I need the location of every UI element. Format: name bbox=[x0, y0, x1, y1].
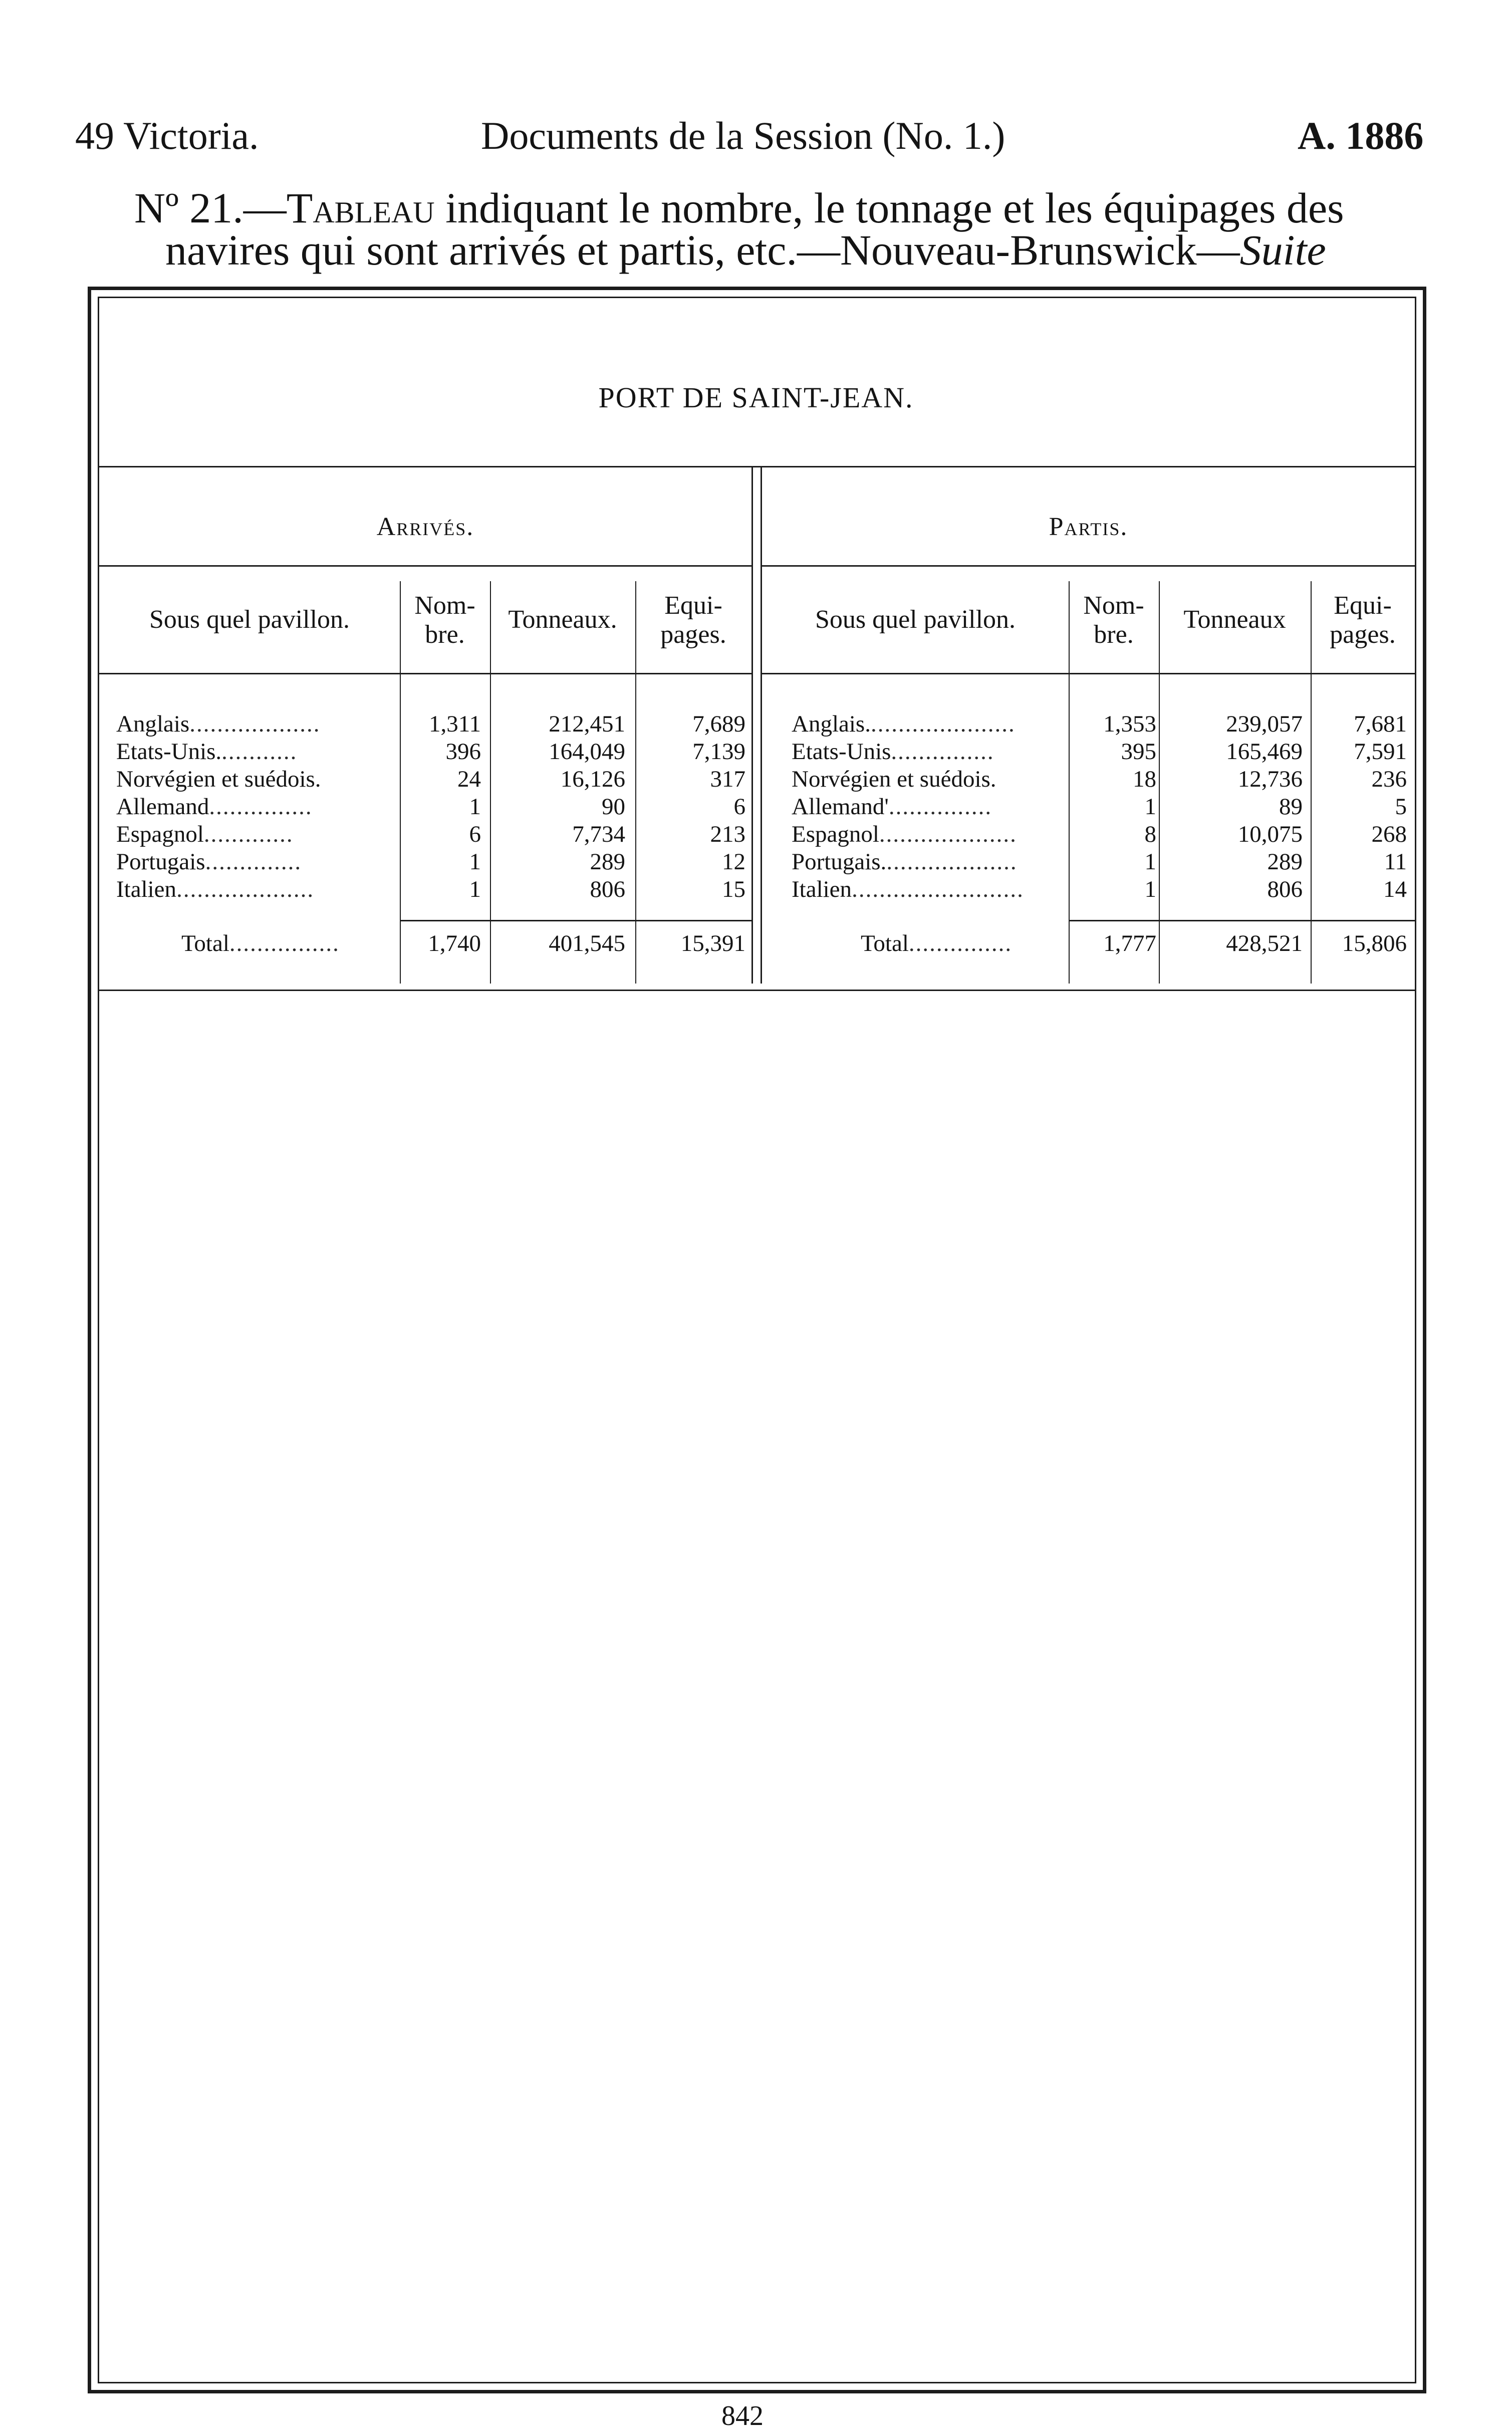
nombre-value: 395 bbox=[1121, 739, 1156, 765]
tonneaux-value: 289 bbox=[590, 849, 625, 875]
pavillon-name bbox=[792, 821, 1067, 848]
equipages-value: 11 bbox=[1384, 849, 1407, 875]
pavillon-name bbox=[116, 766, 398, 793]
cell-text: Norvégien et suédois. bbox=[116, 766, 321, 792]
leader-dots: .............. bbox=[205, 849, 302, 875]
arrives-section-title: Arrivés. bbox=[376, 513, 474, 541]
nombre-value: 396 bbox=[445, 739, 481, 765]
tonneaux-value: 16,126 bbox=[560, 766, 625, 792]
equipages-value: 7,139 bbox=[692, 739, 745, 765]
arrives-col-equipages: Equi- pages. bbox=[660, 591, 726, 649]
equipages-value: 15,806 bbox=[1342, 930, 1407, 956]
tonneaux-value: 10,075 bbox=[1237, 821, 1303, 847]
partis-col-nombre: Nom- bre. bbox=[1083, 591, 1144, 649]
equipages-value: 213 bbox=[710, 821, 745, 847]
page-number: 842 bbox=[721, 2400, 764, 2431]
cell-text: Allemand bbox=[116, 794, 209, 820]
cell-text: Portugais. bbox=[792, 849, 887, 875]
table-title-main: navires qui sont arrivés et partis, etc.—Nouveau-Brunswick— bbox=[165, 226, 1240, 274]
cell-text: Allemand' bbox=[792, 794, 889, 820]
tonneaux-value: 164,049 bbox=[549, 739, 625, 765]
equipages-value: 15 bbox=[722, 876, 745, 902]
tonneaux-value: 165,469 bbox=[1226, 739, 1303, 765]
cell-text: Total bbox=[181, 930, 229, 956]
leader-dots: ............... bbox=[209, 794, 313, 820]
tonneaux-value: 212,451 bbox=[549, 711, 625, 737]
table-title-line-2 bbox=[165, 228, 1326, 272]
leader-dots: ................... bbox=[886, 849, 1018, 875]
tonneaux-value: 289 bbox=[1267, 849, 1303, 875]
leader-dots: .................... bbox=[176, 876, 315, 902]
tonneaux-value: 428,521 bbox=[1226, 930, 1303, 956]
tonneaux-value: 7,734 bbox=[572, 821, 625, 847]
partis-col-pavillon: Sous quel pavillon. bbox=[815, 605, 1016, 634]
equipages-value: 14 bbox=[1383, 876, 1407, 902]
leader-dots: ............... bbox=[891, 739, 994, 765]
arrives-col-nombre: Nom- bre. bbox=[414, 591, 475, 649]
nombre-value: 24 bbox=[457, 766, 481, 792]
pavillon-name bbox=[116, 876, 398, 903]
table-title-suite: Suite bbox=[1239, 226, 1326, 274]
nombre-value: 1 bbox=[1144, 876, 1156, 902]
pavillon-name bbox=[116, 793, 398, 821]
cell-text: Italien bbox=[792, 876, 852, 902]
cell-text: Portugais bbox=[116, 849, 205, 875]
nombre-value: 1,311 bbox=[428, 711, 481, 737]
leader-dots: ................ bbox=[229, 930, 340, 956]
running-header-left: 49 Victoria. bbox=[75, 114, 259, 157]
nombre-value: 1,353 bbox=[1103, 711, 1156, 737]
nombre-value: 6 bbox=[469, 821, 481, 847]
tonneaux-value: 90 bbox=[602, 794, 625, 820]
cell-text: Italien bbox=[116, 876, 177, 902]
cell-text: Etats-Unis. bbox=[116, 739, 222, 765]
equipages-value: 317 bbox=[710, 766, 745, 792]
nombre-value: 1,740 bbox=[428, 930, 481, 956]
equipages-value: 15,391 bbox=[680, 930, 745, 956]
leader-dots: ................... bbox=[189, 711, 321, 737]
table-title-rest: indiquant le nombre, le tonnage et les équipages des bbox=[434, 184, 1344, 232]
running-header-right: A. 1886 bbox=[1298, 114, 1424, 157]
nombre-value: 1 bbox=[469, 794, 481, 820]
tonneaux-value: 239,057 bbox=[1226, 711, 1303, 737]
leader-dots: ............. bbox=[203, 821, 294, 847]
tonneaux-value: 806 bbox=[1267, 876, 1303, 902]
pavillon-name bbox=[116, 710, 398, 738]
port-title: PORT DE SAINT-JEAN. bbox=[598, 381, 914, 414]
tonneaux-value: 12,736 bbox=[1237, 766, 1303, 792]
leader-dots: ......................... bbox=[852, 876, 1024, 902]
running-header-center: Documents de la Session (No. 1.) bbox=[481, 114, 1005, 157]
nombre-value: 1 bbox=[469, 876, 481, 902]
pavillon-name bbox=[792, 876, 1067, 903]
table-title-line-1 bbox=[134, 184, 1344, 232]
equipages-value: 7,689 bbox=[692, 711, 745, 737]
leader-dots: ............... bbox=[888, 794, 992, 820]
partis-col-tonneaux: Tonneaux bbox=[1183, 605, 1286, 634]
pavillon-name bbox=[116, 848, 398, 876]
equipages-value: 6 bbox=[733, 794, 745, 820]
pavillon-name bbox=[792, 848, 1067, 876]
partis-col-equipages: Equi- pages. bbox=[1330, 591, 1396, 649]
equipages-value: 268 bbox=[1371, 821, 1407, 847]
cell-text: Anglais. bbox=[792, 711, 871, 737]
equipages-value: 7,681 bbox=[1354, 711, 1407, 737]
cell-text: Norvégien et suédois. bbox=[792, 766, 996, 792]
arrives-col-tonneaux: Tonneaux. bbox=[508, 605, 617, 634]
nombre-value: 1 bbox=[469, 849, 481, 875]
cell-text: Espagnol bbox=[116, 821, 204, 847]
tonneaux-value: 806 bbox=[590, 876, 625, 902]
leader-dots: ........... bbox=[221, 739, 298, 765]
pavillon-name bbox=[116, 738, 398, 766]
cell-text: Total bbox=[861, 930, 909, 956]
leader-dots: ............... bbox=[908, 930, 1013, 956]
leader-dots: .................... bbox=[879, 821, 1017, 847]
partis-section-title: Partis. bbox=[1049, 513, 1128, 541]
nombre-value: 8 bbox=[1144, 821, 1156, 847]
cell-text: Anglais bbox=[116, 711, 190, 737]
equipages-value: 236 bbox=[1371, 766, 1407, 792]
cell-text: Etats-Unis bbox=[792, 739, 891, 765]
pavillon-name bbox=[792, 766, 1067, 793]
equipages-value: 5 bbox=[1395, 794, 1407, 820]
tonneaux-value: 89 bbox=[1279, 794, 1303, 820]
equipages-value: 12 bbox=[722, 849, 745, 875]
cell-text: Espagnol bbox=[792, 821, 879, 847]
pavillon-name bbox=[792, 710, 1067, 738]
pavillon-name bbox=[116, 821, 398, 848]
table-title-lead: Tableau bbox=[286, 184, 435, 232]
nombre-value: 1 bbox=[1144, 794, 1156, 820]
pavillon-name bbox=[792, 793, 1067, 821]
pavillon-name bbox=[792, 738, 1067, 766]
leader-dots: ..................... bbox=[870, 711, 1016, 737]
nombre-value: 1 bbox=[1144, 849, 1156, 875]
arrives-col-pavillon: Sous quel pavillon. bbox=[149, 605, 350, 634]
nombre-value: 1,777 bbox=[1103, 930, 1156, 956]
tonneaux-value: 401,545 bbox=[549, 930, 625, 956]
equipages-value: 7,591 bbox=[1354, 739, 1407, 765]
table-number: Nº 21.— bbox=[134, 184, 287, 232]
nombre-value: 18 bbox=[1133, 766, 1156, 792]
